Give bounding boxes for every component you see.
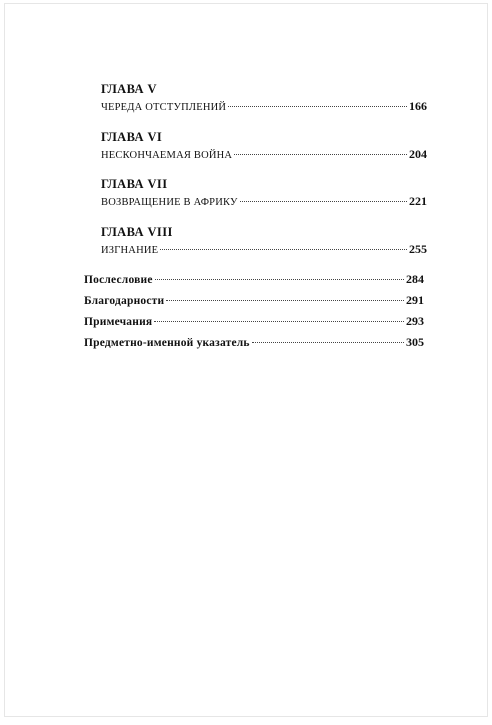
dot-leader: [166, 300, 404, 301]
toc-chapter-6: [101, 130, 427, 163]
chapter-heading: ГЛАВА VII: [101, 177, 168, 191]
dot-leader: [154, 321, 404, 322]
page-number: 305: [406, 335, 424, 349]
page-number: 291: [406, 293, 424, 307]
page-number: 284: [406, 272, 424, 286]
toc-chapter-8: [101, 225, 427, 258]
page-number: 166: [409, 99, 427, 113]
book-page: [4, 3, 488, 717]
toc-back-matter: [84, 272, 424, 356]
chapter-title: ЧЕРЕДА ОТСТУПЛЕНИЙ: [101, 102, 227, 113]
dot-leader: [155, 279, 404, 280]
entry-title: Предметно-именной указатель: [84, 337, 250, 349]
toc-chapter-7: [101, 177, 427, 210]
toc-entry-afterword[interactable]: [84, 272, 424, 293]
toc-entry[interactable]: [101, 242, 427, 258]
chapter-title: ИЗГНАНИЕ: [101, 245, 159, 256]
toc-entry-index[interactable]: [84, 335, 424, 356]
entry-title: Послесловие: [84, 274, 153, 286]
entry-title: Благодарности: [84, 295, 165, 307]
toc-entry-notes[interactable]: [84, 314, 424, 335]
toc-entry-acknowledgements[interactable]: [84, 293, 424, 314]
dot-leader: [228, 106, 407, 107]
page-number: 221: [409, 194, 427, 208]
chapter-title: НЕСКОНЧАЕМАЯ ВОЙНА: [101, 150, 233, 161]
page-number: 293: [406, 314, 424, 328]
dot-leader: [240, 201, 407, 202]
chapter-heading: ГЛАВА VI: [101, 130, 163, 144]
page-number: 204: [409, 147, 427, 161]
chapter-heading: ГЛАВА V: [101, 82, 157, 96]
page-number: 255: [409, 242, 427, 256]
toc-entry[interactable]: [101, 99, 427, 115]
toc-entry[interactable]: [101, 194, 427, 210]
entry-title: Примечания: [84, 316, 153, 328]
toc-entry[interactable]: [101, 147, 427, 163]
dot-leader: [234, 154, 407, 155]
chapter-title: ВОЗВРАЩЕНИЕ В АФРИКУ: [101, 197, 238, 208]
dot-leader: [160, 249, 407, 250]
dot-leader: [252, 342, 404, 343]
toc-chapter-5: [101, 82, 427, 115]
chapter-heading: ГЛАВА VIII: [101, 225, 173, 239]
